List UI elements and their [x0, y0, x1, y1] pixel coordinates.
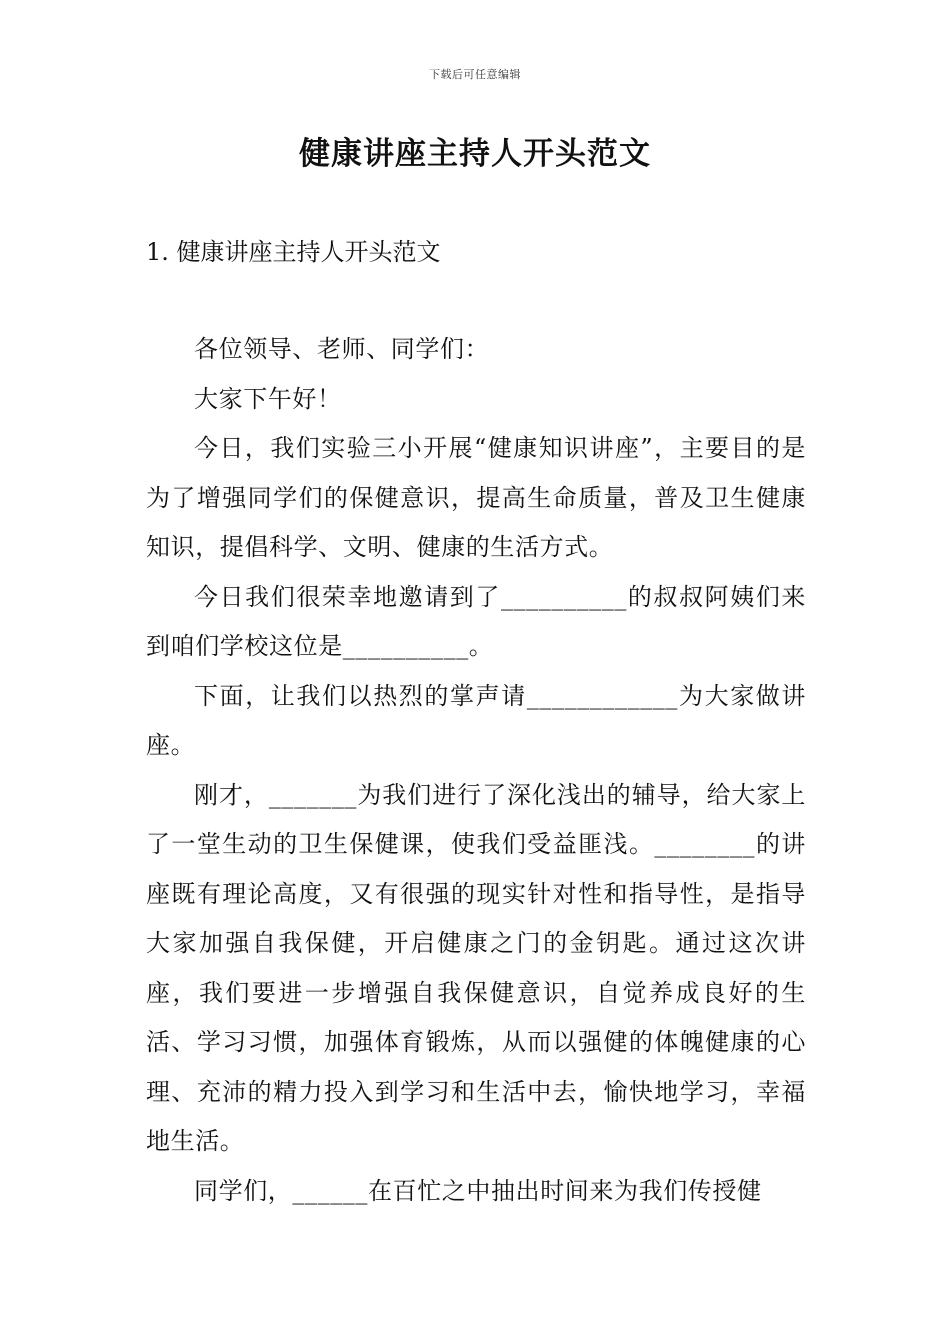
paragraph-greeting: 各位领导、老师、同学们： — [194, 335, 490, 363]
document-title: 健康讲座主持人开头范文 — [299, 136, 651, 172]
paragraph-good-afternoon: 大家下午好！ — [194, 384, 342, 413]
body-text — [146, 325, 806, 1216]
section-heading: 1. 健康讲座主持人开头范文 — [146, 238, 441, 266]
paragraph-invitation: 今日我们很荣幸地邀请到了__________的叔叔阿姨们来到咱们学校这位是__________。 — [146, 582, 806, 660]
paragraph-summary: 刚才，_______为我们进行了深化浅出的辅导，给大家上了一堂生动的卫生保健课，使我们受益匪浅。________的讲座既有理论高度，又有很强的现实针对性和指导性，是指导大家加强自我保健，开启健康之门的金钥匙。通过这次讲座，我们要进一步增强自我保健意识，自觉养成良好的生活、学习习惯，加强体育锻炼，从而以强健的体魄健康的心理、充沛的精力投入到学习和生活中去，愉快地学习，幸福地生活。 — [146, 780, 806, 1155]
header-note: 下载后可任意编辑 — [429, 68, 521, 81]
paragraph-purpose: 今日，我们实验三小开展“健康知识讲座”，主要目的是为了增强同学们的保健意识，提高生命质量，普及卫生健康知识，提倡科学、文明、健康的生活方式。 — [146, 434, 806, 561]
paragraph-closing: 同学们，______在百忙之中抽出时间来为我们传授健 — [194, 1176, 762, 1205]
paragraph-introduce-speaker: 下面，让我们以热烈的掌声请____________为大家做讲座。 — [146, 681, 806, 759]
